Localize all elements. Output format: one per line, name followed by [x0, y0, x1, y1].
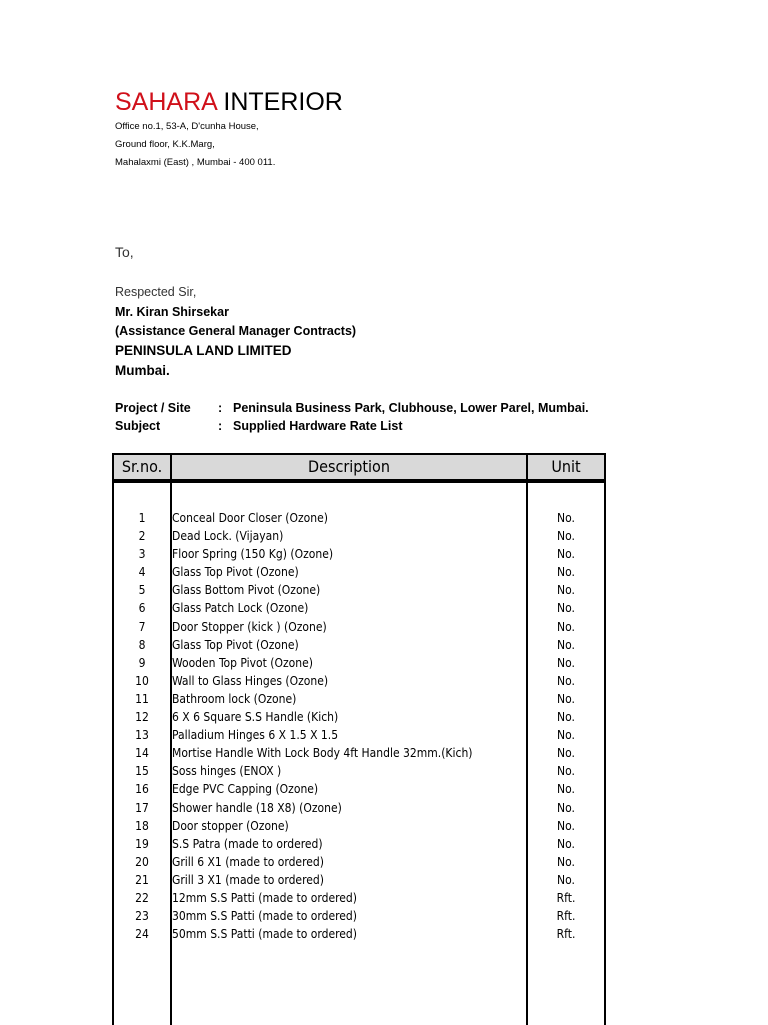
row-description: Door stopper (Ozone)	[172, 818, 289, 833]
row-description: Palladium Hinges 6 X 1.5 X 1.5	[172, 728, 339, 743]
header-description: Description	[170, 453, 528, 481]
row-srno: 7	[138, 619, 146, 634]
rate-table	[112, 453, 606, 1025]
row-unit: No.	[557, 619, 575, 634]
row-unit: No.	[557, 728, 575, 743]
row-description: Door Stopper (kick ) (Ozone)	[172, 619, 327, 634]
recipient-company: PENINSULA LAND LIMITED	[115, 343, 292, 358]
recipient-name: Mr. Kiran Shirsekar	[115, 305, 229, 319]
row-description: 30mm S.S Patti (made to ordered)	[172, 909, 357, 924]
row-unit: No.	[557, 511, 575, 525]
row-srno: 11	[135, 691, 149, 706]
row-description: Glass Top Pivot (Ozone)	[172, 565, 299, 580]
subject-line	[115, 419, 402, 433]
salutation-to: To,	[115, 244, 134, 260]
row-description: Glass Bottom Pivot (Ozone)	[172, 583, 321, 598]
row-description: Wooden Top Pivot (Ozone)	[172, 655, 313, 670]
row-unit: No.	[557, 691, 575, 706]
recipient-title: (Assistance General Manager Contracts)	[115, 324, 357, 338]
row-description: Bathroom lock (Ozone)	[172, 691, 297, 706]
header-bottom-rule	[112, 481, 606, 483]
row-srno: 21	[135, 872, 149, 887]
row-srno: 23	[135, 909, 149, 924]
table-row	[112, 780, 606, 798]
row-unit: No.	[557, 764, 575, 779]
table-row	[112, 509, 606, 527]
address-line-2: Ground floor, K.K.Marg,	[115, 139, 215, 150]
row-srno: 17	[135, 800, 149, 815]
table-row	[112, 925, 606, 943]
row-srno: 5	[138, 583, 146, 598]
row-unit: No.	[557, 601, 575, 616]
row-description: Glass Top Pivot (Ozone)	[172, 637, 299, 652]
row-unit: No.	[557, 710, 575, 725]
table-row	[112, 871, 606, 889]
row-srno: 3	[138, 547, 146, 562]
row-description: Floor Spring (150 Kg) (Ozone)	[172, 547, 334, 562]
table-row	[112, 690, 606, 708]
row-srno: 10	[135, 673, 149, 688]
row-srno: 13	[135, 728, 149, 743]
subject-label: Subject	[115, 419, 161, 433]
table-row	[112, 672, 606, 690]
row-description: S.S Patra (made to ordered)	[172, 836, 323, 851]
company-name-red: SAHARA	[115, 88, 217, 116]
row-description: Dead Lock. (Vijayan)	[172, 529, 284, 544]
table-body	[112, 509, 606, 943]
row-unit: No.	[557, 529, 575, 544]
table-row	[112, 563, 606, 581]
project-value: Peninsula Business Park, Clubhouse, Lower Parel, Mumbai.	[233, 401, 589, 415]
table-row	[112, 618, 606, 636]
row-description: Soss hinges (ENOX )	[172, 764, 282, 779]
row-srno: 22	[135, 890, 149, 905]
row-srno: 24	[135, 927, 149, 942]
row-description: Shower handle (18 X8) (Ozone)	[172, 800, 342, 815]
address-line-1: Office no.1, 53-A, D'cunha House,	[115, 121, 259, 132]
row-srno: 19	[135, 836, 149, 851]
row-unit: Rft.	[556, 909, 576, 924]
row-srno: 8	[138, 637, 146, 652]
row-unit: No.	[557, 800, 575, 815]
row-srno: 12	[135, 710, 149, 725]
table-row	[112, 762, 606, 780]
row-description: Mortise Handle With Lock Body 4ft Handle 32mm.(Kich)	[172, 746, 473, 761]
row-srno: 9	[138, 655, 146, 670]
salutation-respected: Respected Sir,	[115, 285, 197, 299]
table-row	[112, 817, 606, 835]
header-unit: Unit	[526, 453, 606, 481]
row-srno: 6	[138, 601, 146, 616]
row-unit: Rft.	[556, 927, 576, 942]
table-row	[112, 799, 606, 817]
project-label: Project / Site	[115, 401, 191, 415]
row-srno: 20	[135, 854, 149, 869]
row-description: 6 X 6 Square S.S Handle (Kich)	[172, 710, 339, 725]
row-srno: 15	[135, 764, 149, 779]
recipient-city: Mumbai.	[115, 363, 170, 378]
row-unit: No.	[557, 836, 575, 851]
row-description: 50mm S.S Patti (made to ordered)	[172, 927, 357, 942]
row-description: 12mm S.S Patti (made to ordered)	[172, 890, 357, 905]
row-srno: 18	[135, 818, 149, 833]
row-unit: No.	[557, 547, 575, 562]
table-row	[112, 708, 606, 726]
row-srno: 4	[138, 565, 146, 580]
header-srno: Sr.no.	[112, 453, 172, 481]
row-description: Wall to Glass Hinges (Ozone)	[172, 673, 329, 688]
project-colon: :	[218, 401, 223, 415]
table-row	[112, 889, 606, 907]
row-srno: 14	[135, 746, 149, 761]
row-unit: No.	[557, 583, 575, 598]
row-unit: No.	[557, 854, 575, 869]
table-row	[112, 545, 606, 563]
table-row	[112, 907, 606, 925]
table-row	[112, 853, 606, 871]
row-description: Edge PVC Capping (Ozone)	[172, 782, 319, 797]
row-unit: No.	[557, 565, 575, 580]
company-name	[115, 86, 343, 118]
table-row	[112, 654, 606, 672]
table-row	[112, 726, 606, 744]
table-row	[112, 599, 606, 617]
row-description: Grill 6 X1 (made to ordered)	[172, 854, 324, 869]
table-row	[112, 636, 606, 654]
row-unit: No.	[557, 673, 575, 688]
row-unit: No.	[557, 637, 575, 652]
row-srno: 1	[138, 511, 146, 525]
table-row	[112, 744, 606, 762]
row-description: Conceal Door Closer (Ozone)	[172, 511, 328, 525]
row-unit: Rft.	[556, 890, 576, 905]
project-line	[115, 401, 589, 415]
company-name-black: INTERIOR	[216, 88, 343, 116]
subject-colon: :	[218, 419, 223, 433]
row-unit: No.	[557, 746, 575, 761]
row-description: Grill 3 X1 (made to ordered)	[172, 872, 324, 887]
table-row	[112, 527, 606, 545]
table-row	[112, 835, 606, 853]
row-description: Glass Patch Lock (Ozone)	[172, 601, 309, 616]
row-unit: No.	[557, 818, 575, 833]
row-srno: 2	[138, 529, 146, 544]
row-unit: No.	[557, 872, 575, 887]
address-line-3: Mahalaxmi (East) , Mumbai - 400 011.	[115, 157, 276, 168]
subject-value: Supplied Hardware Rate List	[233, 419, 403, 433]
row-srno: 16	[135, 782, 149, 797]
row-unit: No.	[557, 655, 575, 670]
table-row	[112, 581, 606, 599]
row-unit: No.	[557, 782, 575, 797]
